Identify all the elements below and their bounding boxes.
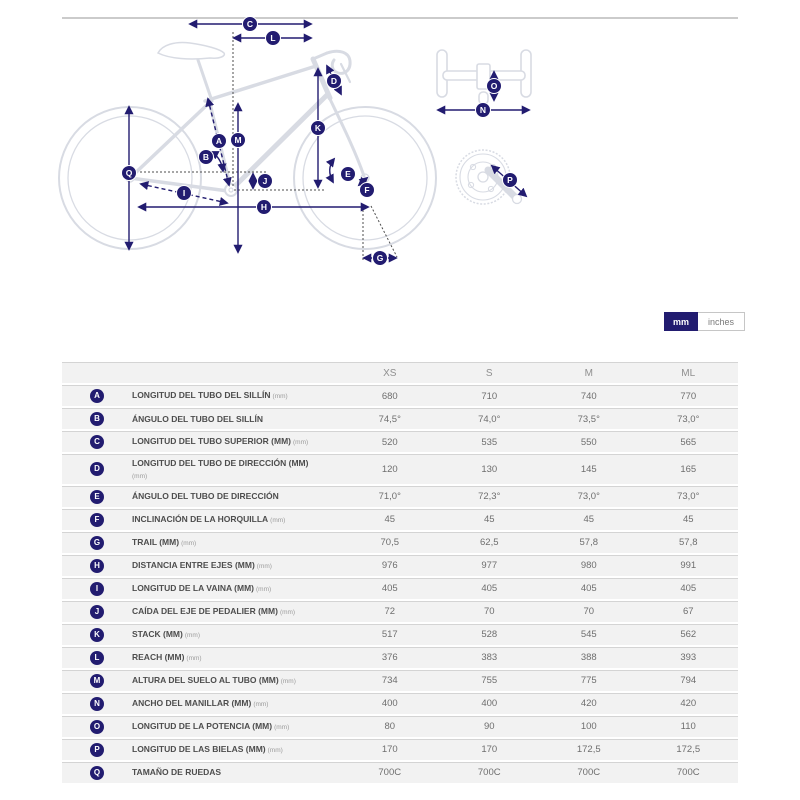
row-letter-badge: G bbox=[90, 536, 104, 550]
value-s: 977 bbox=[481, 560, 498, 572]
row-letter-badge: M bbox=[90, 674, 104, 688]
table-header-row bbox=[62, 362, 738, 383]
row-letter-badge: K bbox=[90, 628, 104, 642]
diagram-badge-n bbox=[476, 103, 491, 118]
value-xs: 120 bbox=[381, 463, 398, 475]
table-row bbox=[62, 385, 738, 406]
diagram-badge-i bbox=[177, 186, 192, 201]
value-xs: 517 bbox=[381, 629, 398, 641]
bike-geometry-diagram bbox=[0, 0, 800, 310]
row-unit: (mm) bbox=[292, 439, 309, 447]
row-unit: (mm) bbox=[274, 724, 290, 732]
value-s: 130 bbox=[481, 463, 498, 475]
value-s: 72,3° bbox=[478, 491, 501, 503]
value-ml: 172,5 bbox=[676, 744, 701, 756]
value-s: 535 bbox=[481, 436, 498, 448]
value-ml: 73,0° bbox=[677, 413, 700, 425]
svg-text:F: F bbox=[364, 185, 370, 195]
row-label: ANCHO DEL MANILLAR (MM) (mm) bbox=[132, 698, 269, 709]
value-m: 405 bbox=[580, 583, 597, 595]
row-label: LONGITUD DEL TUBO DEL SILLÍN (mm) bbox=[132, 390, 288, 401]
table-row bbox=[62, 454, 738, 484]
svg-text:B: B bbox=[202, 152, 210, 162]
handlebar-front-illustration bbox=[437, 50, 531, 104]
value-xs: 376 bbox=[381, 652, 398, 664]
value-xs: 680 bbox=[381, 390, 398, 402]
value-xs: 72 bbox=[384, 606, 396, 618]
value-m: 420 bbox=[580, 698, 597, 710]
value-ml: 57,8 bbox=[679, 537, 698, 549]
value-ml: 110 bbox=[680, 721, 696, 733]
value-ml: 45 bbox=[682, 514, 694, 526]
row-unit: (mm) bbox=[186, 655, 202, 663]
row-label: CAÍDA DEL EJE DE PEDALIER (MM) (mm) bbox=[132, 606, 296, 617]
geometry-table bbox=[62, 362, 738, 785]
diagram-badge-d bbox=[327, 74, 342, 89]
svg-text:K: K bbox=[314, 123, 322, 133]
units-toggle bbox=[664, 312, 745, 331]
size-header-m: M bbox=[584, 367, 593, 379]
value-xs: 400 bbox=[381, 698, 398, 710]
value-xs: 80 bbox=[384, 721, 396, 733]
value-ml: 73,0° bbox=[677, 491, 700, 503]
value-ml: 562 bbox=[680, 629, 697, 641]
diagram-badge-q bbox=[122, 166, 137, 181]
value-m: 73,0° bbox=[577, 491, 600, 503]
row-label: DISTANCIA ENTRE EJES (MM) (mm) bbox=[132, 560, 272, 571]
row-label: LONGITUD DE LA POTENCIA (MM) (mm) bbox=[132, 721, 290, 732]
value-xs: 70,5 bbox=[380, 537, 399, 549]
row-unit: (mm) bbox=[132, 472, 148, 480]
table-body bbox=[62, 385, 738, 783]
table-row bbox=[62, 431, 738, 452]
row-label: LONGITUD DE LA VAINA (MM) (mm) bbox=[132, 583, 272, 594]
value-m: 73,5° bbox=[577, 413, 600, 425]
value-s: 74,0° bbox=[478, 413, 501, 425]
row-letter-badge: Q bbox=[90, 766, 104, 780]
value-s: 45 bbox=[483, 514, 495, 526]
diagram-badge-k bbox=[311, 121, 326, 136]
table-row bbox=[62, 739, 738, 760]
row-unit: (mm) bbox=[255, 586, 272, 594]
svg-text:N: N bbox=[479, 105, 487, 115]
table-row bbox=[62, 762, 738, 783]
value-ml: 393 bbox=[680, 652, 697, 664]
diagram-badge-o bbox=[487, 79, 502, 94]
value-m: 740 bbox=[580, 390, 597, 402]
value-m: 980 bbox=[580, 560, 597, 572]
diagram-badge-g bbox=[373, 251, 388, 266]
row-unit: (mm) bbox=[280, 678, 296, 686]
row-label: ÁNGULO DEL TUBO DEL SILLÍN bbox=[132, 413, 263, 424]
value-s: 405 bbox=[481, 583, 498, 595]
row-label: ÁNGULO DEL TUBO DE DIRECCIÓN bbox=[132, 491, 279, 502]
value-ml: 991 bbox=[680, 560, 697, 572]
row-label: REACH (MM) (mm) bbox=[132, 652, 202, 663]
value-m: 45 bbox=[583, 514, 595, 526]
diagram-badge-b bbox=[199, 150, 214, 165]
value-s: 383 bbox=[481, 652, 498, 664]
row-unit: (mm) bbox=[181, 540, 197, 548]
svg-text:H: H bbox=[260, 202, 268, 212]
value-m: 172,5 bbox=[576, 744, 601, 756]
table-row bbox=[62, 601, 738, 622]
diagram-badge-j bbox=[258, 174, 273, 189]
svg-text:A: A bbox=[215, 136, 223, 146]
table-row bbox=[62, 693, 738, 714]
table-row bbox=[62, 716, 738, 737]
value-m: 100 bbox=[580, 721, 597, 733]
value-xs: 74,5° bbox=[378, 413, 401, 425]
svg-text:O: O bbox=[490, 81, 498, 91]
row-label: STACK (MM) (mm) bbox=[132, 629, 201, 640]
diagram-badge-h bbox=[257, 200, 272, 215]
diagram-badge-e bbox=[341, 167, 356, 182]
row-unit: (mm) bbox=[279, 609, 296, 617]
value-ml: 420 bbox=[680, 698, 697, 710]
construction-lines bbox=[140, 32, 397, 260]
value-xs: 405 bbox=[381, 583, 398, 595]
diagram-badge-p bbox=[503, 173, 518, 188]
value-s: 70 bbox=[483, 606, 495, 618]
inches-toggle-button[interactable]: inches bbox=[698, 312, 745, 331]
svg-text:G: G bbox=[376, 253, 384, 263]
arrow-head-angle-e bbox=[330, 159, 334, 182]
row-label: ALTURA DEL SUELO AL TUBO (MM) (mm) bbox=[132, 675, 296, 686]
row-unit: (mm) bbox=[256, 563, 272, 571]
value-s: 170 bbox=[481, 744, 498, 756]
value-ml: 565 bbox=[680, 436, 697, 448]
row-letter-badge: B bbox=[90, 412, 104, 426]
size-header-ml: ML bbox=[681, 367, 696, 379]
value-xs: 45 bbox=[384, 514, 396, 526]
value-s: 528 bbox=[481, 629, 498, 641]
value-s: 90 bbox=[483, 721, 495, 733]
diagram-badge-m bbox=[231, 133, 246, 148]
table-row bbox=[62, 624, 738, 645]
table-row bbox=[62, 555, 738, 576]
value-m: 57,8 bbox=[579, 537, 598, 549]
value-ml: 700C bbox=[676, 767, 700, 779]
row-unit: (mm) bbox=[267, 747, 283, 755]
table-row bbox=[62, 670, 738, 691]
table-row bbox=[62, 532, 738, 553]
value-s: 400 bbox=[481, 698, 498, 710]
table-row bbox=[62, 647, 738, 668]
table-row bbox=[62, 486, 738, 507]
row-label: TRAIL (MM) (mm) bbox=[132, 537, 197, 548]
size-header-xs: XS bbox=[383, 367, 397, 379]
row-letter-badge: A bbox=[90, 389, 104, 403]
row-label: LONGITUD DE LAS BIELAS (MM) (mm) bbox=[132, 744, 283, 755]
size-header-s: S bbox=[485, 367, 493, 379]
saddle bbox=[158, 42, 224, 58]
value-s: 700C bbox=[477, 767, 501, 779]
table-row bbox=[62, 509, 738, 530]
svg-text:C: C bbox=[246, 19, 254, 29]
row-label: LONGITUD DEL TUBO DE DIRECCIÓN (MM) (mm) bbox=[132, 458, 340, 481]
value-m: 700C bbox=[577, 767, 601, 779]
value-ml: 770 bbox=[680, 390, 697, 402]
value-xs: 734 bbox=[381, 675, 398, 687]
diagram-badge-c bbox=[243, 17, 258, 32]
table-row bbox=[62, 408, 738, 429]
svg-text:P: P bbox=[507, 175, 513, 185]
value-ml: 67 bbox=[682, 606, 694, 618]
bike-illustration bbox=[59, 42, 436, 249]
value-ml: 165 bbox=[680, 463, 697, 475]
svg-text:L: L bbox=[270, 33, 276, 43]
row-unit: (mm) bbox=[184, 632, 201, 640]
row-letter-badge: H bbox=[90, 559, 104, 573]
diagram-badge-a bbox=[212, 134, 227, 149]
row-letter-badge: P bbox=[90, 743, 104, 757]
value-m: 775 bbox=[580, 675, 597, 687]
svg-text:D: D bbox=[330, 76, 338, 86]
row-letter-badge: N bbox=[90, 697, 104, 711]
svg-text:I: I bbox=[182, 188, 186, 198]
value-ml: 405 bbox=[680, 583, 697, 595]
value-m: 145 bbox=[580, 463, 597, 475]
value-s: 710 bbox=[481, 390, 498, 402]
row-label: INCLINACIÓN DE LA HORQUILLA (mm) bbox=[132, 514, 286, 525]
svg-text:M: M bbox=[234, 135, 242, 145]
value-xs: 71,0° bbox=[378, 491, 401, 503]
value-m: 550 bbox=[580, 436, 597, 448]
value-m: 545 bbox=[580, 629, 597, 641]
value-xs: 520 bbox=[381, 436, 398, 448]
table-row bbox=[62, 578, 738, 599]
row-letter-badge: F bbox=[90, 513, 104, 527]
value-m: 388 bbox=[580, 652, 597, 664]
value-xs: 976 bbox=[381, 560, 398, 572]
row-letter-badge: J bbox=[90, 605, 104, 619]
value-ml: 794 bbox=[680, 675, 697, 687]
row-letter-badge: D bbox=[90, 462, 104, 476]
row-unit: (mm) bbox=[270, 517, 286, 525]
svg-text:E: E bbox=[345, 169, 351, 179]
svg-text:J: J bbox=[262, 176, 268, 186]
diagram-badge-l bbox=[266, 31, 281, 46]
row-letter-badge: L bbox=[90, 651, 104, 665]
row-label: TAMAÑO DE RUEDAS bbox=[132, 767, 222, 778]
row-letter-badge: O bbox=[90, 720, 104, 734]
value-s: 62,5 bbox=[480, 537, 499, 549]
svg-text:Q: Q bbox=[125, 168, 133, 178]
value-m: 70 bbox=[583, 606, 595, 618]
value-xs: 170 bbox=[381, 744, 398, 756]
value-s: 755 bbox=[481, 675, 498, 687]
row-letter-badge: C bbox=[90, 435, 104, 449]
value-xs: 700C bbox=[378, 767, 402, 779]
row-unit: (mm) bbox=[253, 701, 269, 709]
diagram-badge-f bbox=[360, 183, 375, 198]
mm-toggle-button[interactable]: mm bbox=[664, 312, 698, 331]
row-label: LONGITUD DEL TUBO SUPERIOR (MM) (mm) bbox=[132, 436, 309, 447]
row-unit: (mm) bbox=[272, 393, 288, 401]
row-letter-badge: E bbox=[90, 490, 104, 504]
row-letter-badge: I bbox=[90, 582, 104, 596]
